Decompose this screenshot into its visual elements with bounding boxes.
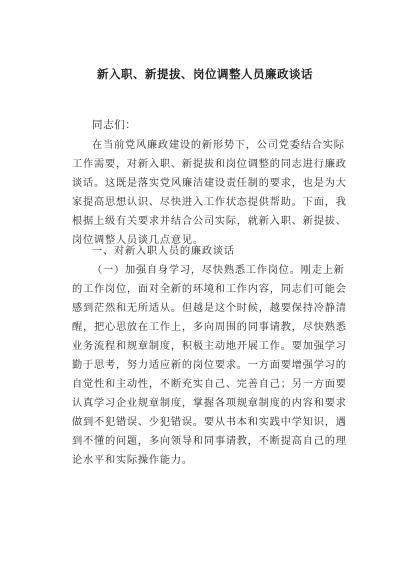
paragraph-line: 业务流程和规章制度，积极主动地开展工作。要加强学习 (72, 341, 347, 352)
paragraph-line: 岗位调整人员谈几点意见。 (72, 235, 204, 246)
document-title: 新入职、新提拔、岗位调整人员廉政谈话 (97, 67, 313, 81)
paragraph-line: 的工作岗位，面对全新的环境和工作内容，同志们可能会 (72, 284, 347, 295)
paragraph-line: 到不懂的问题，多向领导和同事请教，不断提高自己的理 (72, 436, 347, 447)
paragraph-line: 自觉性和主动性，不断充实自己、完善自己；另一方面要 (72, 379, 347, 390)
paragraph-line: 工作需要，对新入职、新提拔和岗位调整的同志进行廉政 (72, 159, 347, 170)
paragraph-line: 家提高思想认识、尽快进入工作状态提供帮助。下面，我 (72, 197, 347, 208)
section-heading: 一、对新入职人员的廉政谈话 (92, 246, 235, 257)
paragraph-line: 做到不犯错误、少犯错误。要从书本和实践中学知识，遇 (72, 417, 347, 428)
paragraph-line: 论水平和实际操作能力。 (72, 455, 193, 466)
paragraph-line: 勤于思考，努力适应新的岗位要求。一方面要增强学习的 (72, 360, 347, 371)
paragraph-line: （一）加强自身学习，尽快熟悉工作岗位。刚走上新 (92, 265, 345, 276)
section-paragraph (72, 261, 356, 470)
intro-paragraph (72, 136, 356, 250)
paragraph-line: 认真学习企业规章制度，掌握各项规章制度的内容和要求 (72, 398, 347, 409)
paragraph-line: 醒，把心思放在工作上，多向周围的同事请教，尽快熟悉 (72, 322, 347, 333)
salutation: 同志们： (92, 119, 137, 131)
paragraph-line: 谈话。这既是落实党风廉洁建设责任制的要求，也是为大 (72, 178, 347, 189)
paragraph-line: 感到茫然和无所适从。但越是这个时候，越要保持冷静清 (72, 303, 347, 314)
paragraph-line: 在当前党风廉政建设的新形势下，公司党委结合实际 (92, 140, 345, 151)
paragraph-line: 根据上级有关要求并结合公司实际，就新入职、新提拔、 (72, 216, 347, 227)
